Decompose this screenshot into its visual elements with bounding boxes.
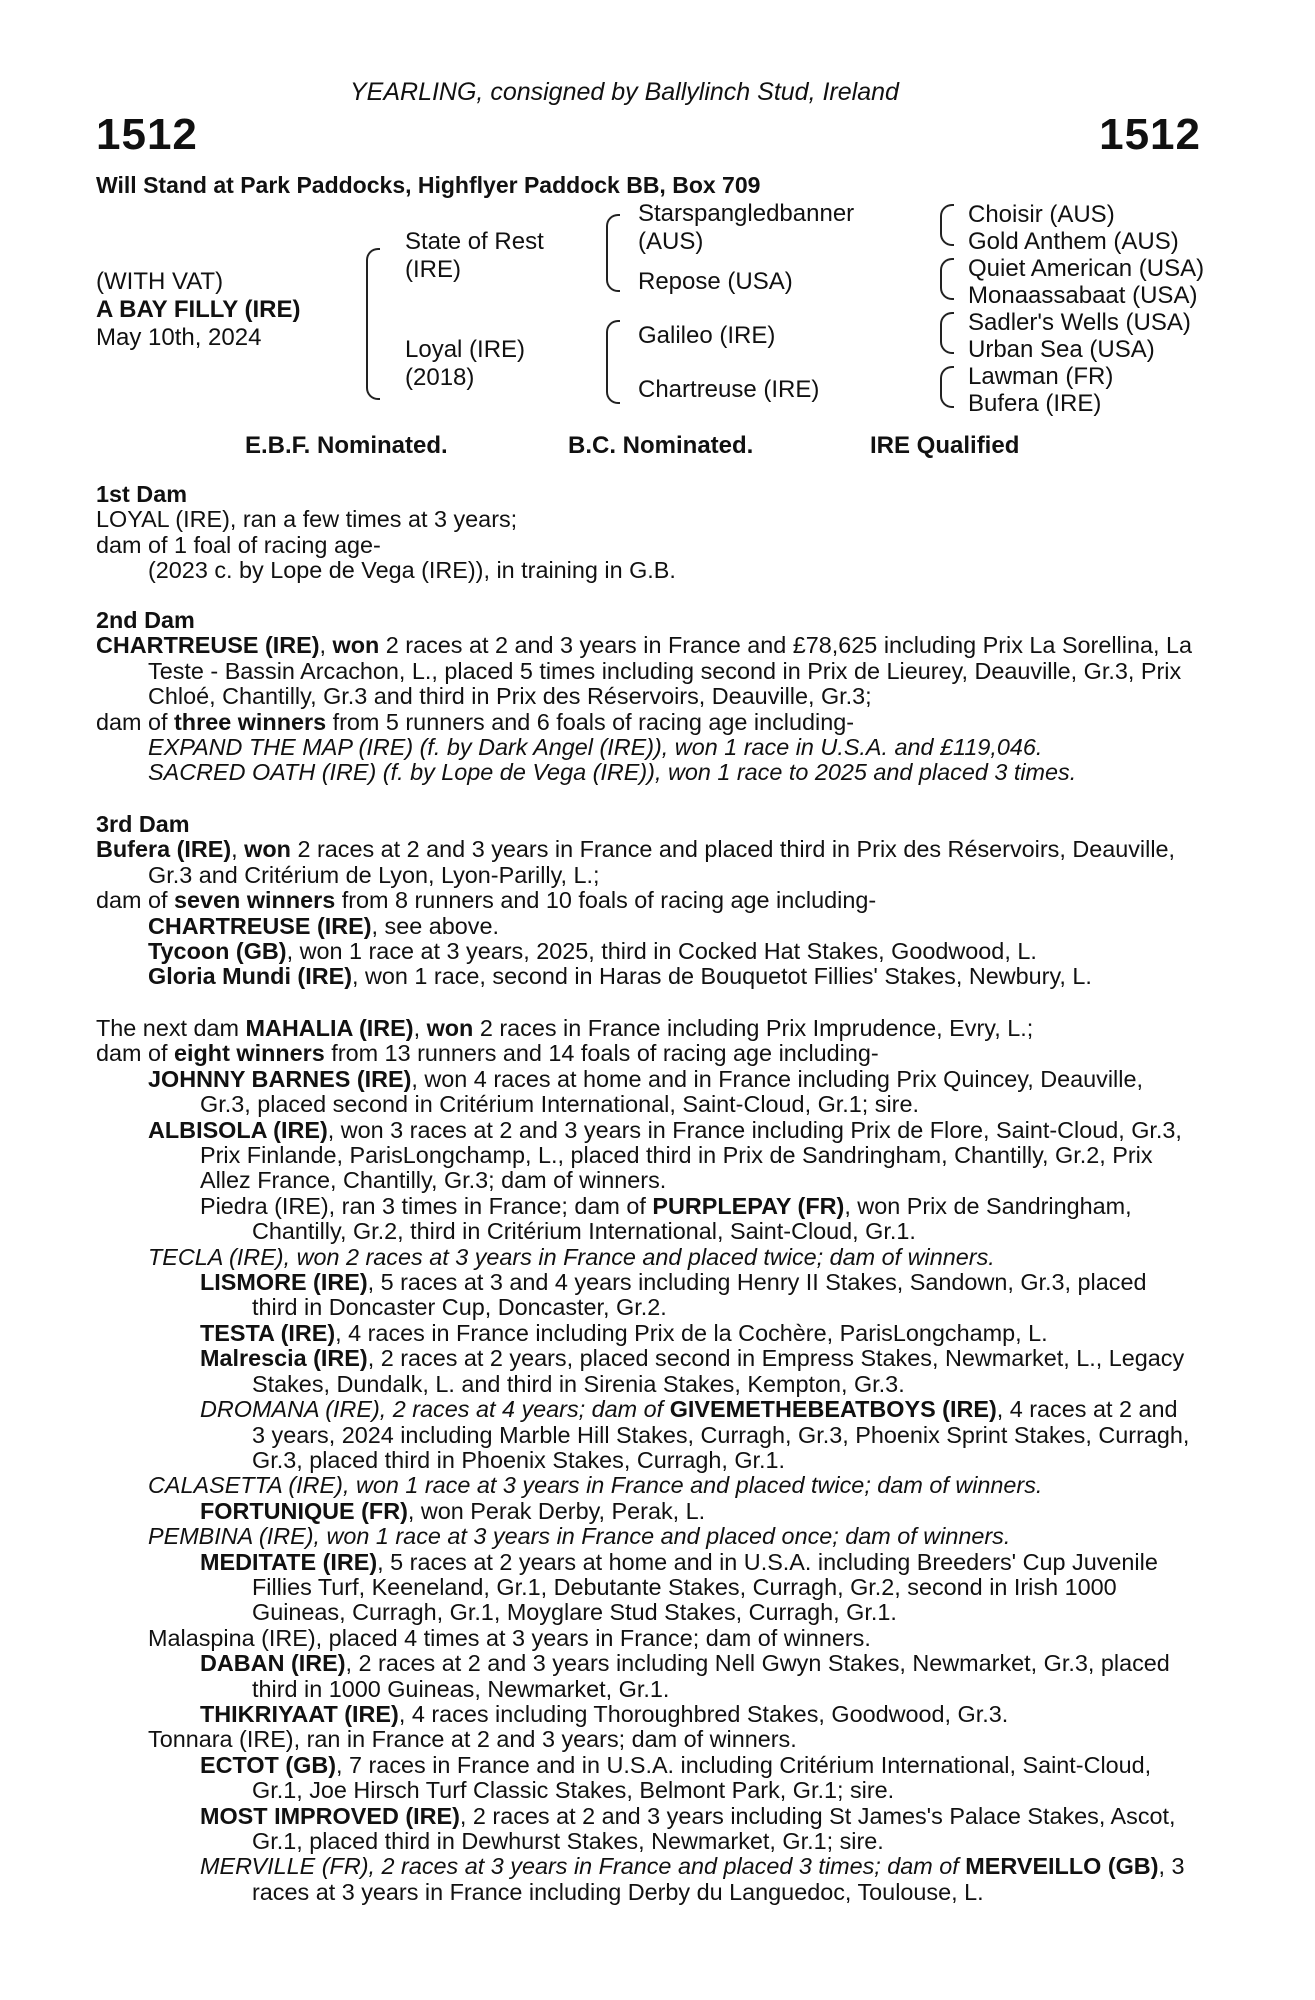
- brace-dd: [940, 366, 954, 408]
- ebf-nomination: E.B.F. Nominated.: [245, 432, 448, 459]
- pedigree-sss: Choisir (AUS): [968, 201, 1115, 228]
- second-dam-name: CHARTREUSE (IRE): [96, 632, 320, 659]
- produce-entry: SACRED OATH (IRE) (f. by Lope de Vega (IRE)), won 1 race to 2025 and placed 3 times.: [148, 759, 1077, 786]
- produce-record: , won Prix de Sandringham, Chantilly, Gr.2, third in Critérium International, Saint-Cloud, Gr.1.: [252, 1192, 1132, 1245]
- pedigree-dam-dam: Chartreuse (IRE): [638, 376, 820, 403]
- third-dam-record: 2 races at 2 and 3 years in France and placed third in Prix des Réservoirs, Deauville, Gr.3 and Critérium de Lyon, Lyon-Parilly, L.;: [148, 836, 1176, 888]
- pedigree-sire-dam: Repose (USA): [638, 268, 793, 295]
- dam-of-detail: from 8 runners and 10 foals of racing age including-: [335, 887, 877, 914]
- produce-record: , 4 races at 2 and 3 years, 2024 including Marble Hill Stakes, Curragh, Gr.3, Phoenix Sprint Stakes, Curragh, Gr.3, placed third in Phoenix Stakes, Curragh, Gr.1.: [252, 1396, 1190, 1473]
- produce-name: MOST IMPROVED (IRE): [200, 1802, 460, 1829]
- first-dam-heading: 1st Dam: [96, 481, 188, 507]
- pedigree-ddd: Bufera (IRE): [968, 390, 1102, 417]
- brace-sire: [606, 214, 620, 292]
- produce-entry: PEMBINA (IRE), won 1 race at 3 years in France and placed once; dam of winners.: [148, 1523, 1011, 1550]
- produce-record: , 2 races at 2 and 3 years including Nell Gwyn Stakes, Newmarket, Gr.3, placed third in 1000 Guineas, Newmarket, Gr.1.: [252, 1650, 1170, 1702]
- pedigree-dam-sire: Galileo (IRE): [638, 322, 776, 349]
- next-dam-section: The next dam MAHALIA (IRE), won 2 races in France including Prix Imprudence, Evry, L.; dam of eight winners from 13 runners and 14 foals of racing age including- JOHNNY BARNES (IRE), won 4 races at home and in France including Prix Quincey, Deauville, Gr.3, placed second in Critérium International, Saint-Cloud, Gr.1; sire. ALBISOLA (IRE), won 3 races at 2 and 3 years in France including Prix de Flore, Saint-Cloud, Gr.3, Prix Finlande, ParisLongchamp, L., placed third in Prix de Sandringham, Chantilly, Gr.2, Prix Allez France, Chantilly, Gr.3; dam of winners. Piedra (IRE), ran 3 times in France; dam of PURPLEPAY (FR), won Prix de Sandringham, Chantilly, Gr.2, third in Critérium International, Saint-Cloud, Gr.1. TECLA (IRE), won 2 races at 3 years in France and placed twice; dam of winners. LISMORE (IRE), 5 races at 3 and 4 years including Henry II Stakes, Sandown, Gr.3, placed third in Doncaster Cup, Doncaster, Gr.2. TESTA (IRE), 4 races in France including Prix de la Cochère, ParisLongchamp, L. Malrescia (IRE), 2 races at 2 years, placed second in Empress Stakes, Newmarket, L., Legacy Stakes, Dundalk, L. and third in Sirenia Stakes, Kempton, Gr.3. DROMANA (IRE), 2 races at 4 years; dam of GIVEMETHEBEATBOYS (IRE), 4 races at 2 and 3 years, 2024 including Marble Hill Stakes, Curragh, Gr.3, Phoenix Sprint Stakes, Curragh, Gr.3, placed third in Phoenix Stakes, Curragh, Gr.1. CALASETTA (IRE), won 1 race at 3 years in France and placed twice; dam of winners. FORTUNIQUE (FR), won Perak Derby, Perak, L. PEMBINA (IRE), won 1 race at 3 years in France and placed once; dam of winners. MEDITATE (IRE), 5 races at 2 years at home and in U.S.A. including Breeders' Cup Juvenile Fillies Turf, Keeneland, Gr.1, Debutante Stakes, Curragh, Gr.2, second in Irish 1000 Guineas, Curragh, Gr.1, Moyglare Stud Stakes, Curragh, Gr.1. Malaspina (IRE), placed 4 times at 3 years in France; dam of winners. DABAN (IRE), 2 races at 2 and 3 years including Nell Gwyn Stakes, Newmarket, Gr.3, placed third in 1000 Guineas, Newmarket, Gr.1. THIKRIYAAT (IRE), 4 races including Thoroughbred Stakes, Goodwood, Gr.3. Tonnara (IRE), ran in France at 2 and 3 years; dam of winners. ECTOT (GB), 7 races in France and in U.S.A. including Critérium International, Saint-Cloud, Gr.1, Joe Hirsch Turf Classic Stakes, Belmont Park, Gr.1; sire. MOST IMPROVED (IRE), 2 races at 2 and 3 years including St James's Palace Stakes, Ascot, Gr.1, placed third in Dewhurst Stakes, Newmarket, Gr.1; sire. MERVILLE (FR), 2 races at 3 years in France and placed 3 times; dam of MERVEILLO (GB), 3 races at 3 years in France including Derby du Languedoc, Toulouse, L.: [96, 1016, 1196, 1905]
- produce-record: , won 1 race, second in Haras de Bouquetot Fillies' Stakes, Newbury, L.: [352, 963, 1092, 990]
- produce-entry: CALASETTA (IRE), won 1 race at 3 years in France and placed twice; dam of winners.: [148, 1472, 1043, 1499]
- stand-location: Will Stand at Park Paddocks, Highflyer Paddock BB, Box 709: [96, 172, 761, 198]
- produce-name: ALBISOLA (IRE): [148, 1116, 328, 1143]
- produce-name: THIKRIYAAT (IRE): [200, 1700, 399, 1727]
- first-dam-line: LOYAL (IRE), ran a few times at 3 years;: [96, 506, 518, 533]
- produce-entry: EXPAND THE MAP (IRE) (f. by Dark Angel (IRE)), won 1 race in U.S.A. and £119,046.: [148, 734, 1043, 761]
- produce-record: , see above.: [371, 912, 499, 939]
- winners-count: seven winners: [174, 887, 336, 914]
- second-dam-record: 2 races at 2 and 3 years in France and £78,625 including Prix La Sorellina, La Teste - Bassin Arcachon, L., placed 5 times including second in Prix de Lieurey, Deauville, Gr.3, Prix Chloé, Chantilly, Gr.3 and third in Prix des Réservoirs, Deauville, Gr.3;: [148, 632, 1192, 710]
- brace-dam: [606, 320, 620, 404]
- produce-record: , won 3 races at 2 and 3 years in France including Prix de Flore, Saint-Cloud, Gr.3, Prix Finlande, ParisLongchamp, L., placed third in Prix de Sandringham, Chantilly, Gr.2, Prix Allez France, Chantilly, Gr.3; dam of winners.: [200, 1116, 1182, 1194]
- produce-name: CHARTREUSE (IRE): [148, 912, 372, 939]
- produce-name: ECTOT (GB): [200, 1751, 337, 1778]
- brace-sd: [940, 258, 954, 300]
- produce-name: MEDITATE (IRE): [200, 1548, 378, 1575]
- third-dam-name: Bufera (IRE): [96, 836, 232, 863]
- produce-name: TESTA (IRE): [200, 1319, 336, 1346]
- produce-record: MERVILLE (FR), 2 races at 3 years in France and placed 3 times; dam of: [200, 1853, 966, 1880]
- pedigree-sire: State of Rest (IRE): [405, 228, 544, 283]
- ire-qualified: IRE Qualified: [870, 432, 1020, 459]
- produce-name: DABAN (IRE): [200, 1650, 346, 1677]
- produce-name: FORTUNIQUE (FR): [200, 1497, 408, 1524]
- subject-name: A BAY FILLY (IRE): [96, 296, 301, 323]
- produce-record: , won 4 races at home and in France including Prix Quincey, Deauville, Gr.3, placed second in Critérium International, Saint-Cloud, Gr.1; sire.: [200, 1065, 1143, 1118]
- produce-name: Gloria Mundi (IRE): [148, 963, 353, 990]
- pedigree-sdd: Monaassabaat (USA): [968, 282, 1198, 309]
- third-dam-heading: 3rd Dam: [96, 811, 190, 837]
- produce-record: , 5 races at 2 years at home and in U.S.A. including Breeders' Cup Juvenile Fillies Turf, Keeneland, Gr.1, Debutante Stakes, Curragh, Gr.2, second in Irish 1000 Guineas, Curragh, Gr.1, Moyglare Stud Stakes, Curragh, Gr.1.: [252, 1548, 1158, 1626]
- brace-ds: [940, 312, 954, 354]
- third-dam-section: 3rd Dam Bufera (IRE), won 2 races at 2 and 3 years in France and placed third in Prix des Réservoirs, Deauville, Gr.3 and Critérium de Lyon, Lyon-Parilly, L.; dam of seven winners from 8 runners and 10 foals of racing age including- CHARTREUSE (IRE), see above. Tycoon (GB), won 1 race at 3 years, 2025, third in Cocked Hat Stakes, Goodwood, L. Gloria Mundi (IRE), won 1 race, second in Haras de Bouquetot Fillies' Stakes, Newbury, L.: [96, 812, 1196, 990]
- produce-record: , 4 races in France including Prix de la Cochère, ParisLongchamp, L.: [335, 1319, 1048, 1346]
- pedigree-dss: Sadler's Wells (USA): [968, 309, 1191, 336]
- dam-of-label: dam of: [96, 1040, 175, 1067]
- produce-name: GIVEMETHEBEATBOYS (IRE): [669, 1396, 997, 1423]
- produce-record: , 3 races at 3 years in France including Derby du Languedoc, Toulouse, L.: [252, 1853, 1185, 1905]
- first-dam-section: [96, 482, 1196, 584]
- vat-label: (WITH VAT): [96, 268, 224, 295]
- pedigree-sds: Quiet American (USA): [968, 255, 1205, 282]
- brace-gen1: [366, 248, 380, 400]
- pedigree-dsd: Urban Sea (USA): [968, 336, 1155, 363]
- second-dam-heading: 2nd Dam: [96, 607, 195, 633]
- lot-number-right: 1512: [1099, 110, 1201, 159]
- produce-name: PURPLEPAY (FR): [652, 1192, 845, 1219]
- lot-number-left: 1512: [96, 110, 198, 159]
- produce-entry: Tonnara (IRE), ran in France at 2 and 3 years; dam of winners.: [148, 1726, 797, 1753]
- produce-record: , 2 races at 2 years, placed second in Empress Stakes, Newmarket, L., Legacy Stakes, Dundalk, L. and third in Sirenia Stakes, Kempton, Gr.3.: [252, 1345, 1185, 1397]
- next-dam-record: 2 races in France including Prix Imprudence, Evry, L.;: [473, 1015, 1034, 1041]
- produce-record: , won 1 race at 3 years, 2025, third in Cocked Hat Stakes, Goodwood, L.: [286, 938, 1037, 965]
- won-label: won: [332, 632, 380, 659]
- consignor-line: YEARLING, consigned by Ballylinch Stud, Ireland: [350, 78, 899, 106]
- produce-name: Malrescia (IRE): [200, 1345, 368, 1372]
- dam-of-detail: from 5 runners and 6 foals of racing age including-: [326, 708, 854, 735]
- winners-count: three winners: [174, 708, 327, 735]
- produce-record: , won Perak Derby, Perak, L.: [407, 1497, 706, 1524]
- next-dam-intro: The next dam: [96, 1015, 246, 1041]
- winners-count: eight winners: [174, 1040, 325, 1067]
- produce-record: DROMANA (IRE), 2 races at 4 years; dam of: [200, 1396, 670, 1423]
- won-label: won: [426, 1015, 474, 1041]
- dam-of-detail: from 13 runners and 14 foals of racing age including-: [324, 1040, 879, 1067]
- first-dam-produce: (2023 c. by Lope de Vega (IRE)), in training in G.B.: [148, 557, 676, 584]
- pedigree-dds: Lawman (FR): [968, 363, 1114, 390]
- dam-of-label: dam of: [96, 887, 175, 914]
- first-dam-line: dam of 1 foal of racing age-: [96, 531, 381, 558]
- date-of-birth: May 10th, 2024: [96, 324, 262, 351]
- produce-record: , 2 races at 2 and 3 years including St James's Palace Stakes, Ascot, Gr.1, placed third in Dewhurst Stakes, Newmarket, Gr.1; sire.: [252, 1802, 1176, 1854]
- second-dam-section: 2nd Dam CHARTREUSE (IRE), won 2 races at 2 and 3 years in France and £78,625 including Prix La Sorellina, La Teste - Bassin Arcachon, L., placed 5 times including second in Prix de Lieurey, Deauville, Gr.3, Prix Chloé, Chantilly, Gr.3 and third in Prix des Réservoirs, Deauville, Gr.3; dam of three winners from 5 runners and 6 foals of racing age including- EXPAND THE MAP (IRE) (f. by Dark Angel (IRE)), won 1 race in U.S.A. and £119,046. SACRED OATH (IRE) (f. by Lope de Vega (IRE)), won 1 race to 2025 and placed 3 times.: [96, 608, 1196, 786]
- produce-record: , 7 races in France and in U.S.A. including Critérium International, Saint-Cloud, Gr.1, Joe Hirsch Turf Classic Stakes, Belmont Park, Gr.1; sire.: [252, 1751, 1152, 1804]
- produce-entry: TECLA (IRE), won 2 races at 3 years in France and placed twice; dam of winners.: [148, 1243, 995, 1270]
- next-dam-name: MAHALIA (IRE): [245, 1015, 414, 1041]
- bc-nomination: B.C. Nominated.: [568, 432, 754, 459]
- produce-entry: Malaspina (IRE), placed 4 times at 3 years in France; dam of winners.: [148, 1624, 871, 1651]
- produce-name: MERVEILLO (GB): [965, 1853, 1159, 1880]
- pedigree-ssd: Gold Anthem (AUS): [968, 228, 1179, 255]
- pedigree-sire-sire: Starspangledbanner (AUS): [638, 200, 855, 255]
- produce-record: , 5 races at 3 and 4 years including Henry II Stakes, Sandown, Gr.3, placed third in Doncaster Cup, Doncaster, Gr.2.: [252, 1269, 1147, 1321]
- produce-name: LISMORE (IRE): [200, 1269, 368, 1296]
- produce-record: , 4 races including Thoroughbred Stakes, Goodwood, Gr.3.: [398, 1700, 1009, 1727]
- pedigree-dam: Loyal (IRE) (2018): [405, 336, 526, 391]
- brace-ss: [940, 204, 954, 246]
- produce-name: JOHNNY BARNES (IRE): [148, 1065, 412, 1092]
- dam-of-label: dam of: [96, 708, 175, 735]
- produce-name: Tycoon (GB): [148, 938, 287, 965]
- won-label: won: [244, 836, 291, 863]
- produce-record: Piedra (IRE), ran 3 times in France; dam of: [200, 1192, 653, 1219]
- subject-block: [96, 268, 301, 352]
